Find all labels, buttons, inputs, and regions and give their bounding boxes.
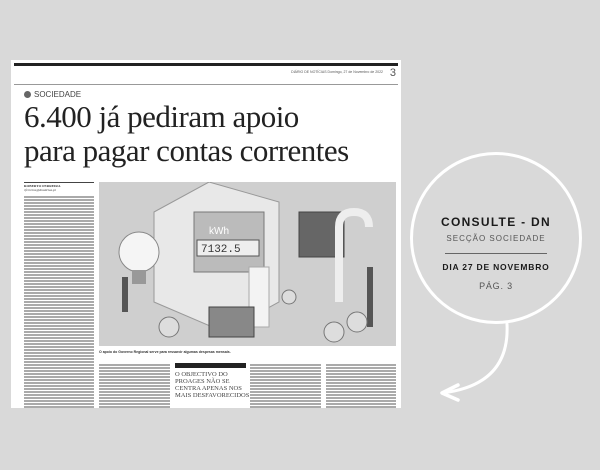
author: ROBERTO FERREIRA <box>24 184 61 188</box>
headline-line: 6.400 já pediram apoio <box>24 99 299 134</box>
meter-unit-text: kWh <box>209 226 229 237</box>
callout-page: PÁG. 3 <box>479 281 513 291</box>
pull-quote: O OBJECTIVO DO PROAGES NÃO SE CENTRA APENAS NOS MAIS DESFAVORECIDOS <box>175 371 250 399</box>
meter-reading-text: 7132.5 <box>201 244 241 256</box>
page-number: 3 <box>389 67 396 79</box>
section-text: SOCIEDADE <box>34 90 82 99</box>
callout-subtitle: SECÇÃO SOCIEDADE <box>446 234 546 243</box>
author-email: rferreira@dnoticias.pt <box>24 188 56 192</box>
callout-date: DIA 27 DE NOVEMBRO <box>442 262 550 272</box>
callout-title: CONSULTE - DN <box>440 215 551 229</box>
masthead: DIÁRIO DE NOTÍCIAS Domingo, 27 de Novembro de 2022 <box>291 70 383 74</box>
headline-line: para pagar contas correntes <box>24 133 349 168</box>
image-caption: O apoio do Governo Regional serve para ressarcir algumas despesas mensais. <box>99 350 231 354</box>
